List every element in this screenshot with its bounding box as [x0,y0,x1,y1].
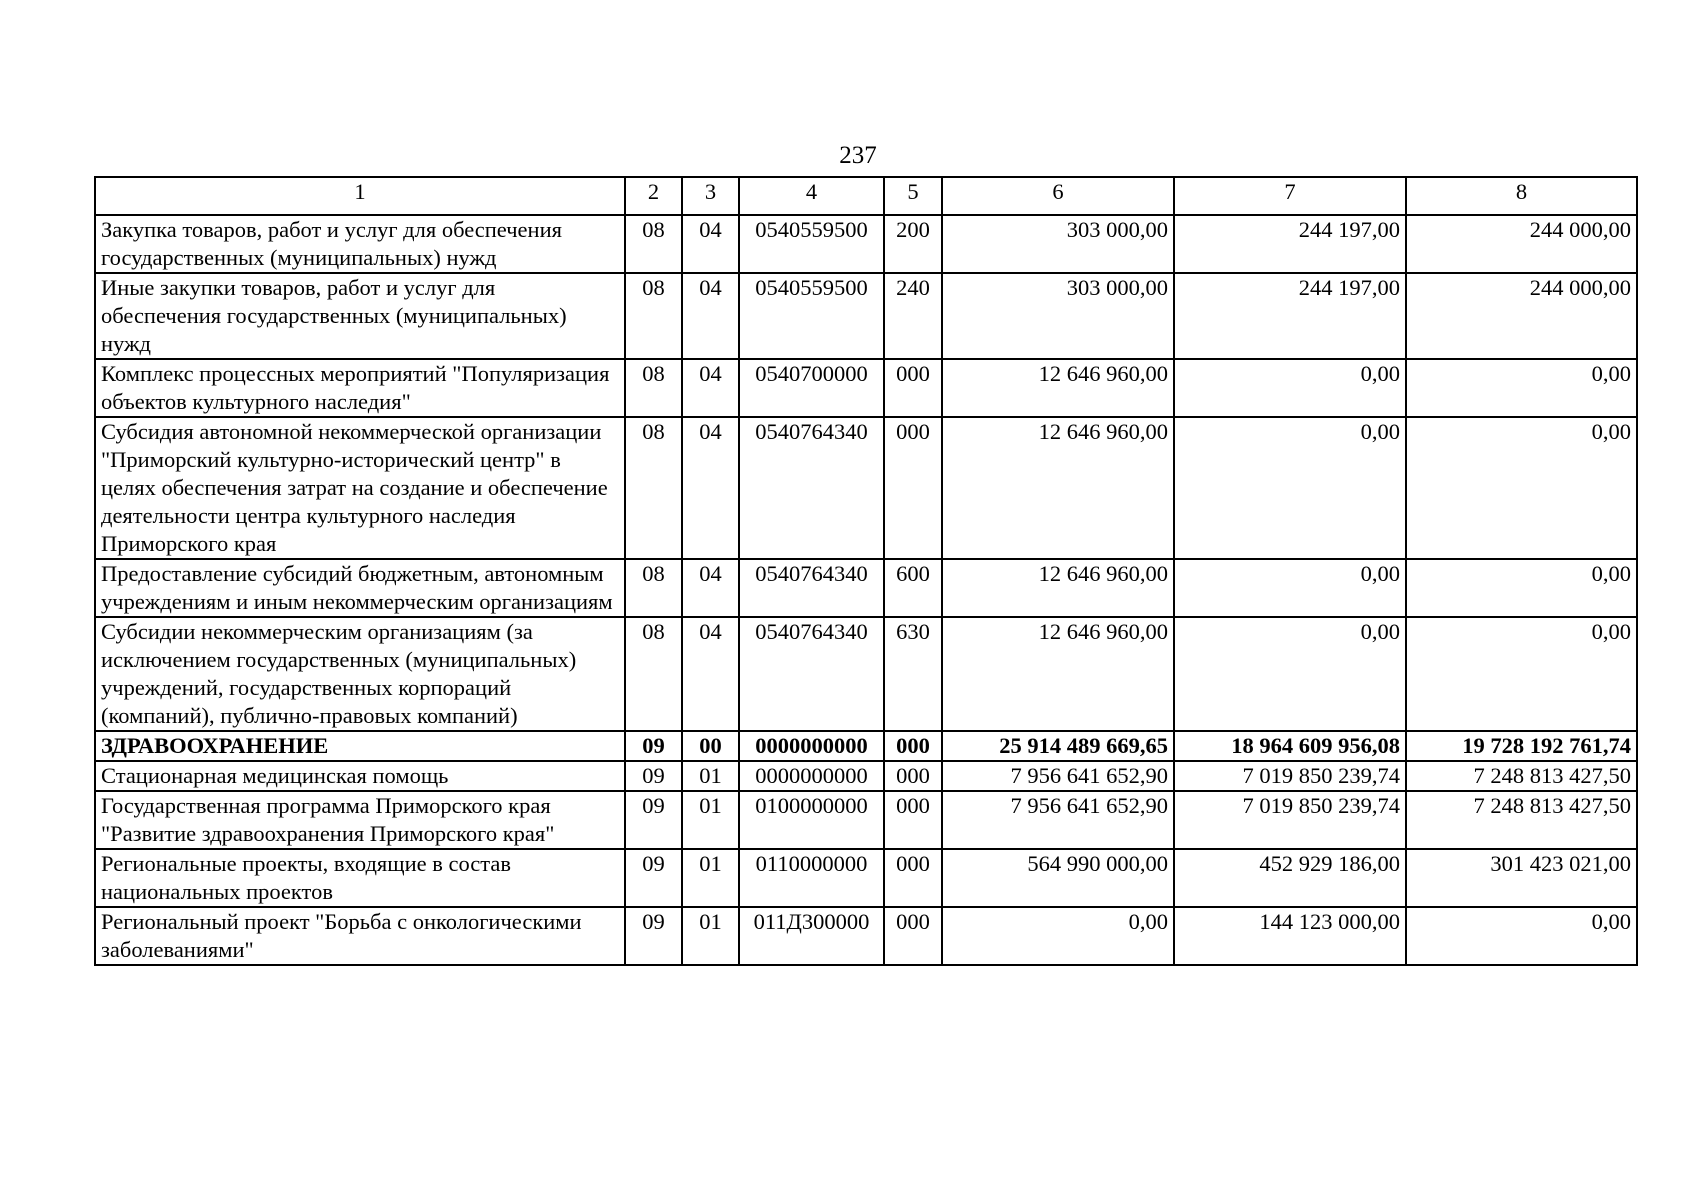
row-expense-type-code: 000 [884,359,942,417]
table-row [95,791,1637,849]
column-header-1: 1 [95,177,625,215]
row-name: Субсидия автономной некоммерческой организации "Приморский культурно-исторический центр" в целях обеспечения затрат на создание и обеспечение деятельности центра культурного наследия Приморского края [95,417,625,559]
table-row [95,849,1637,907]
row-amount-year-1: 303 000,00 [942,273,1174,359]
row-name: Иные закупки товаров, работ и услуг для обеспечения государственных (муниципальных) нужд [95,273,625,359]
row-name: ЗДРАВООХРАНЕНИЕ [95,731,625,761]
row-amount-year-3: 0,00 [1406,907,1637,965]
budget-table [94,176,1638,966]
row-expense-type-code: 000 [884,907,942,965]
row-section-code: 08 [625,417,682,559]
row-amount-year-1: 12 646 960,00 [942,617,1174,731]
row-amount-year-3: 7 248 813 427,50 [1406,761,1637,791]
row-subsection-code: 04 [682,617,739,731]
row-expense-type-code: 000 [884,417,942,559]
row-amount-year-2: 0,00 [1174,417,1406,559]
row-expense-type-code: 200 [884,215,942,273]
table-row [95,559,1637,617]
row-expense-type-code: 000 [884,761,942,791]
row-name: Закупка товаров, работ и услуг для обеспечения государственных (муниципальных) нужд [95,215,625,273]
row-amount-year-2: 244 197,00 [1174,273,1406,359]
row-amount-year-3: 0,00 [1406,359,1637,417]
row-expense-type-code: 000 [884,731,942,761]
row-section-code: 09 [625,907,682,965]
row-expense-type-code: 000 [884,791,942,849]
table-row [95,273,1637,359]
table-row [95,215,1637,273]
row-name: Субсидии некоммерческим организациям (за исключением государственных (муниципальных) учреждений, государственных корпораций (компаний), публично-правовых компаний) [95,617,625,731]
column-header-8: 8 [1406,177,1637,215]
column-header-7: 7 [1174,177,1406,215]
row-target-article-code: 0540764340 [739,417,884,559]
column-header-5: 5 [884,177,942,215]
row-amount-year-3: 0,00 [1406,417,1637,559]
table-row [95,617,1637,731]
row-subsection-code: 04 [682,359,739,417]
row-section-code: 09 [625,761,682,791]
row-subsection-code: 00 [682,731,739,761]
column-header-2: 2 [625,177,682,215]
row-subsection-code: 01 [682,849,739,907]
row-section-code: 08 [625,215,682,273]
row-amount-year-3: 301 423 021,00 [1406,849,1637,907]
row-amount-year-1: 12 646 960,00 [942,559,1174,617]
row-name: Комплекс процессных мероприятий "Популяризация объектов культурного наследия" [95,359,625,417]
row-section-code: 08 [625,273,682,359]
row-amount-year-2: 0,00 [1174,359,1406,417]
row-subsection-code: 04 [682,559,739,617]
row-amount-year-2: 452 929 186,00 [1174,849,1406,907]
row-section-code: 09 [625,731,682,761]
row-subsection-code: 01 [682,791,739,849]
row-subsection-code: 01 [682,761,739,791]
row-subsection-code: 04 [682,215,739,273]
row-amount-year-1: 25 914 489 669,65 [942,731,1174,761]
row-expense-type-code: 600 [884,559,942,617]
row-section-code: 09 [625,849,682,907]
row-amount-year-1: 12 646 960,00 [942,417,1174,559]
row-name: Региональные проекты, входящие в состав национальных проектов [95,849,625,907]
table-row [95,907,1637,965]
row-amount-year-1: 12 646 960,00 [942,359,1174,417]
row-section-code: 09 [625,791,682,849]
row-subsection-code: 01 [682,907,739,965]
row-name: Предоставление субсидий бюджетным, автономным учреждениям и иным некоммерческим организациям [95,559,625,617]
row-amount-year-3: 19 728 192 761,74 [1406,731,1637,761]
row-amount-year-1: 7 956 641 652,90 [942,791,1174,849]
row-amount-year-3: 0,00 [1406,617,1637,731]
row-target-article-code: 0000000000 [739,731,884,761]
row-expense-type-code: 240 [884,273,942,359]
row-amount-year-2: 244 197,00 [1174,215,1406,273]
table-row [95,761,1637,791]
row-target-article-code: 0110000000 [739,849,884,907]
row-section-code: 08 [625,617,682,731]
table-row [95,731,1637,761]
row-amount-year-1: 7 956 641 652,90 [942,761,1174,791]
row-amount-year-2: 0,00 [1174,559,1406,617]
row-expense-type-code: 630 [884,617,942,731]
row-amount-year-2: 144 123 000,00 [1174,907,1406,965]
row-target-article-code: 0540700000 [739,359,884,417]
row-target-article-code: 0540764340 [739,559,884,617]
header-row [95,177,1637,215]
row-expense-type-code: 000 [884,849,942,907]
row-target-article-code: 0540764340 [739,617,884,731]
page-number: 237 [839,142,877,169]
row-name: Государственная программа Приморского края "Развитие здравоохранения Приморского края" [95,791,625,849]
row-amount-year-1: 303 000,00 [942,215,1174,273]
row-amount-year-3: 7 248 813 427,50 [1406,791,1637,849]
row-amount-year-3: 244 000,00 [1406,273,1637,359]
row-amount-year-3: 0,00 [1406,559,1637,617]
row-amount-year-2: 0,00 [1174,617,1406,731]
row-name: Стационарная медицинская помощь [95,761,625,791]
row-name: Региональный проект "Борьба с онкологическими заболеваниями" [95,907,625,965]
table-row [95,417,1637,559]
row-section-code: 08 [625,359,682,417]
column-header-6: 6 [942,177,1174,215]
row-amount-year-1: 0,00 [942,907,1174,965]
row-section-code: 08 [625,559,682,617]
row-amount-year-3: 244 000,00 [1406,215,1637,273]
row-subsection-code: 04 [682,273,739,359]
table-row [95,359,1637,417]
row-target-article-code: 0540559500 [739,215,884,273]
row-target-article-code: 0540559500 [739,273,884,359]
row-subsection-code: 04 [682,417,739,559]
row-target-article-code: 0000000000 [739,761,884,791]
row-amount-year-2: 7 019 850 239,74 [1174,761,1406,791]
row-amount-year-1: 564 990 000,00 [942,849,1174,907]
row-target-article-code: 0100000000 [739,791,884,849]
row-amount-year-2: 18 964 609 956,08 [1174,731,1406,761]
column-header-3: 3 [682,177,739,215]
column-header-4: 4 [739,177,884,215]
row-target-article-code: 011Д300000 [739,907,884,965]
row-amount-year-2: 7 019 850 239,74 [1174,791,1406,849]
